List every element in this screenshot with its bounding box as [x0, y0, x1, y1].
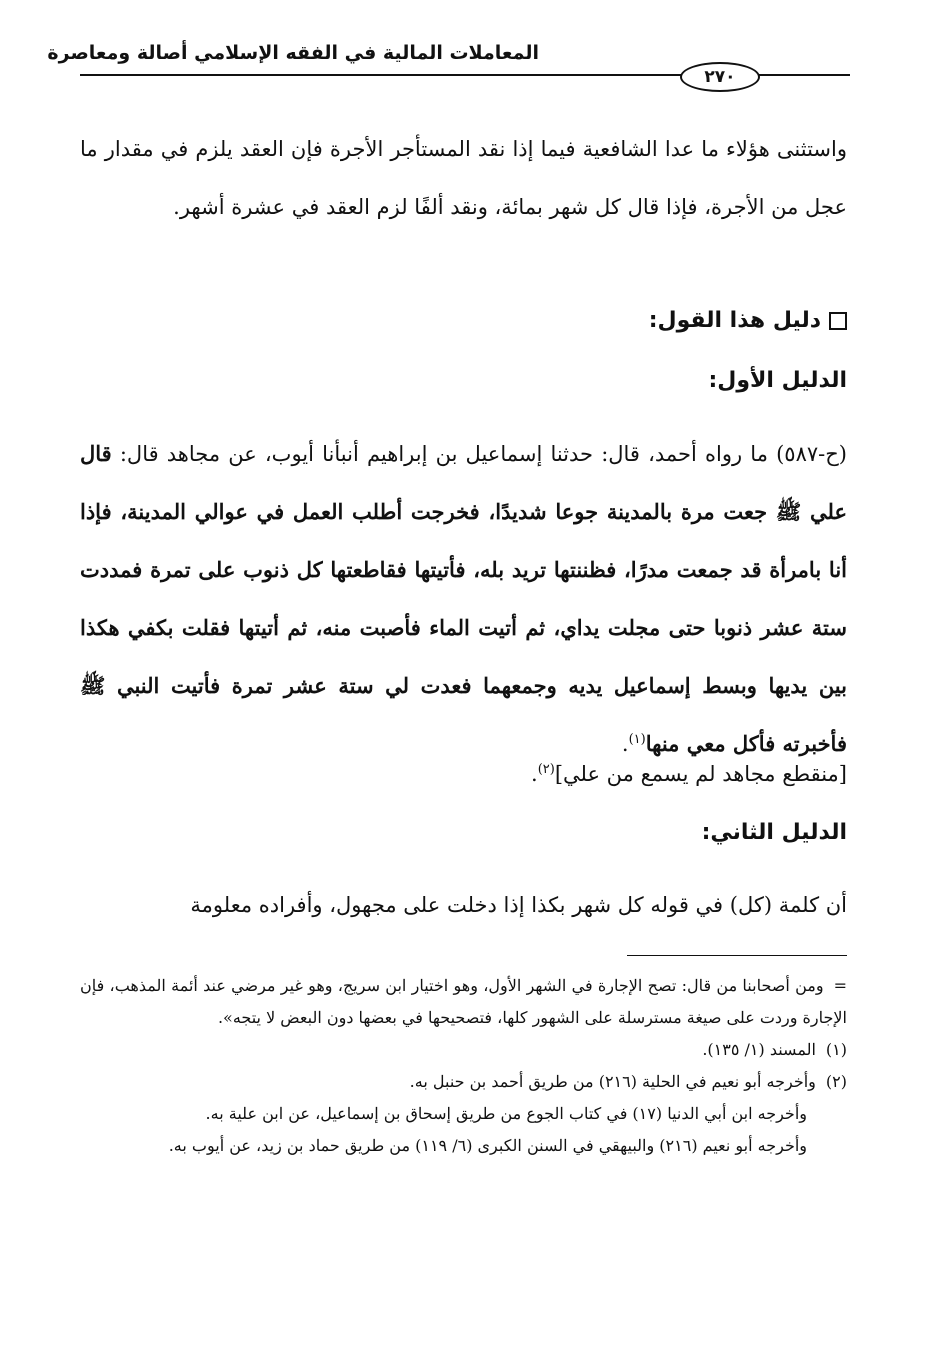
- footnote-1: [80, 1034, 847, 1066]
- grading-end: .: [531, 762, 538, 786]
- hadith-paragraph: [80, 425, 847, 773]
- footnote-separator: [627, 955, 847, 956]
- intro-paragraph: واستثنى هؤلاء ما عدا الشافعية فيما إذا نقد المستأجر الأجرة فإن العقد يلزم في مقدار ما عجل من الأجرة، فإذا قال كل شهر بمائة، ونقد ألفًا لزم العقد في عشرة أشهر.: [80, 137, 847, 219]
- evidence-heading-text: دليل هذا القول:: [648, 308, 821, 333]
- footnotes: [80, 970, 847, 1162]
- footnote-2-line-3: وأخرجه أبو نعيم (٢١٦) والبيهقي في السنن الكبرى (٦/ ١١٩) من طريق حماد بن زيد، عن أيوب به.: [168, 1136, 807, 1155]
- grading-note: [80, 745, 847, 803]
- running-title: المعاملات المالية في الفقه الإسلامي أصالة ومعاصرة: [47, 42, 539, 64]
- page-number: ٢٧٠: [680, 62, 760, 92]
- footnote-ref-1[interactable]: (١): [628, 732, 646, 747]
- footnote-1-number: (١): [825, 1040, 847, 1059]
- footnote-continuation: [80, 970, 847, 1034]
- footnote-2-line-2: وأخرجه ابن أبي الدنيا (١٧) في كتاب الجوع من طريق إسحاق بن إسماعيل، عن ابن علية به.: [205, 1104, 807, 1123]
- second-evidence-paragraph: أن كلمة (كل) في قوله كل شهر بكذا إذا دخلت على مجهول، وأفراده معلومة: [190, 893, 847, 917]
- second-evidence-heading: الدليل الثاني:: [701, 820, 847, 845]
- footnote-1-text: المسند (١/ ١٣٥).: [702, 1040, 816, 1059]
- footnote-ref-2[interactable]: (٢): [537, 762, 555, 777]
- hadith-end: .: [621, 732, 629, 756]
- footnote-2-text: وأخرجه أبو نعيم في الحلية (٢١٦) من طريق أحمد بن حنبل به.: [409, 1072, 816, 1091]
- evidence-heading: [649, 308, 847, 333]
- hadith-intro: (ح-٥٨٧) ما رواه أحمد، قال: حدثنا إسماعيل بن إبراهيم أنبأنا أيوب، عن مجاهد قال:: [119, 442, 847, 466]
- continuation-marker: =: [833, 976, 847, 995]
- footnote-2: [80, 1066, 847, 1098]
- footnote-2-number: (٢): [825, 1072, 847, 1091]
- continuation-text: ومن أصحابنا من قال: تصح الإجارة في الشهر الأول، وهو اختيار ابن سريج، وهو غير مرضي عند أئمة المذهب، فإن الإجارة وردت على صيغة مسترسلة على الشهور كلها، فتصحيحها في بعضها دون البعض لا يتجه».: [80, 976, 847, 1027]
- square-bullet-icon: [829, 312, 847, 330]
- first-evidence-heading: الدليل الأول:: [708, 368, 847, 393]
- grading-note-text: [منقطع مجاهد لم يسمع من علي]: [554, 762, 847, 786]
- hadith-text: قال علي ﷺ جعت مرة بالمدينة جوعا شديدًا، فخرجت أطلب العمل في عوالي المدينة، فإذا أنا بامرأة قد جمعت مدرًا، فظننتها تريد بله، فأتيتها فقاطعتها كل ذنوب على تمرة فمددت ستة عشر ذنوبا حتى مجلت يداي، ثم أتيت الماء فأصبت منه، ثم أتيتها فقلت بكفي هكذا بين يديها وبسط إسماعيل يديه وجمعهما فعدت لي ستة عشر تمرة فأتيت النبي ﷺ فأخبرته فأكل معي منها: [80, 441, 847, 756]
